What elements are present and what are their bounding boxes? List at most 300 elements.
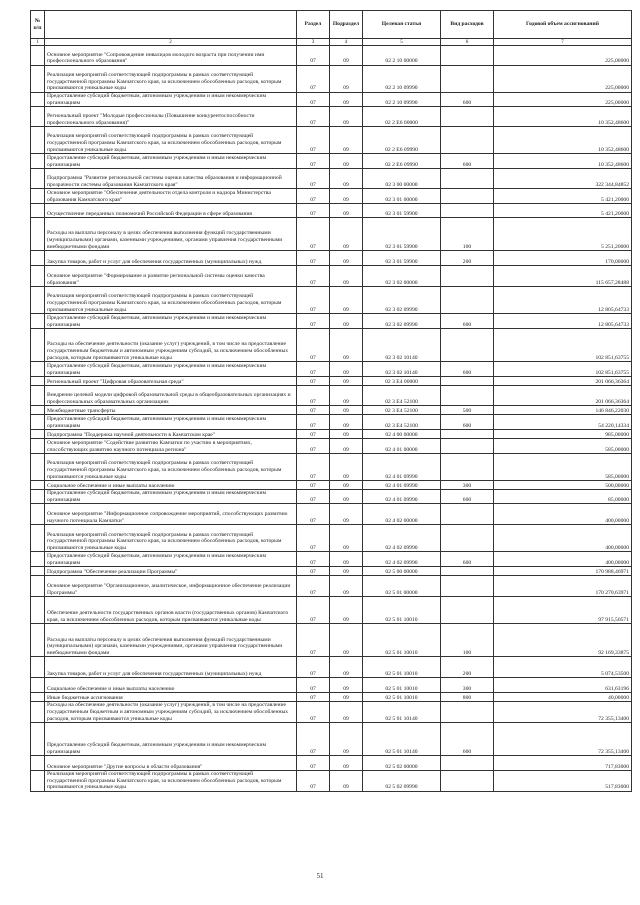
row-amount-cell: 115 657,28488 — [494, 266, 632, 287]
row-type-cell: 500 — [441, 406, 494, 415]
row-type-cell: 600 — [441, 723, 494, 756]
row-section-cell: 07 — [297, 287, 330, 314]
row-type-cell: 600 — [441, 490, 494, 504]
row-num-cell — [31, 406, 45, 415]
row-article-cell: 02 4 02 09990 — [363, 552, 441, 567]
row-subsection-cell: 09 — [330, 693, 363, 702]
row-type-cell: 600 — [441, 362, 494, 377]
row-article-cell: 02 5 01 10010 — [363, 693, 441, 702]
row-type-cell — [441, 127, 494, 154]
row-type-cell: 300 — [441, 678, 494, 693]
row-num-cell — [31, 169, 45, 189]
row-amount-cell: 5 251,20000 — [494, 218, 632, 251]
row-num-cell — [31, 46, 45, 66]
row-article-cell: 02 5 00 00000 — [363, 567, 441, 576]
table-row — [31, 702, 632, 723]
row-article-cell: 02 3 02 00000 — [363, 266, 441, 287]
row-num-cell — [31, 756, 45, 771]
row-type-cell — [441, 107, 494, 127]
row-subsection-cell: 09 — [330, 439, 363, 454]
row-section-cell: 07 — [297, 756, 330, 771]
row-type-cell: 600 — [441, 314, 494, 329]
table-row — [31, 771, 632, 792]
row-name-cell: Региональный проект "Молодые профессионалы (Повышение конкурентоспособности профессионального образования)" — [45, 107, 297, 127]
budget-sheet — [30, 10, 631, 792]
row-type-cell: 600 — [441, 552, 494, 567]
row-article-cell: 02 5 01 10140 — [363, 723, 441, 756]
row-type-cell: 600 — [441, 415, 494, 430]
row-type-cell: 800 — [441, 693, 494, 702]
table-row — [31, 406, 632, 415]
row-amount-cell: 585,00000 — [494, 454, 632, 481]
table-row — [31, 624, 632, 657]
table-row — [31, 107, 632, 127]
table-row — [31, 439, 632, 454]
row-type-cell — [441, 377, 494, 386]
row-section-cell: 07 — [297, 481, 330, 490]
row-subsection-cell: 09 — [330, 218, 363, 251]
row-num-cell — [31, 127, 45, 154]
row-subsection-cell: 09 — [330, 127, 363, 154]
row-section-cell: 07 — [297, 723, 330, 756]
row-section-cell: 07 — [297, 93, 330, 107]
row-amount-cell: 5 421,20000 — [494, 204, 632, 218]
row-section-cell: 07 — [297, 415, 330, 430]
row-name-cell: Основное мероприятие "Формирование и развитие региональной системы оценки качества образования" — [45, 266, 297, 287]
row-type-cell — [441, 525, 494, 552]
row-amount-cell: 10 352,48600 — [494, 107, 632, 127]
row-subsection-cell: 09 — [330, 287, 363, 314]
row-subsection-cell: 09 — [330, 756, 363, 771]
table-row — [31, 169, 632, 189]
row-amount-cell: 12 805,64733 — [494, 314, 632, 329]
row-section-cell: 07 — [297, 525, 330, 552]
row-name-cell: Предоставление субсидий бюджетным, автономным учреждениям и иным некоммерческим организациям — [45, 490, 297, 504]
row-subsection-cell: 09 — [330, 251, 363, 266]
row-section-cell: 07 — [297, 377, 330, 386]
row-amount-cell: 400,00000 — [494, 552, 632, 567]
row-subsection-cell: 09 — [330, 362, 363, 377]
row-amount-cell: 72 355,13400 — [494, 702, 632, 723]
table-row — [31, 576, 632, 597]
row-name-cell: Предоставление субсидий бюджетным, автономным учреждениям и иным некоммерческим организациям — [45, 552, 297, 567]
row-type-cell — [441, 439, 494, 454]
row-type-cell — [441, 771, 494, 792]
row-section-cell: 07 — [297, 107, 330, 127]
row-section-cell: 07 — [297, 552, 330, 567]
header-name — [45, 11, 297, 39]
table-row — [31, 362, 632, 377]
row-type-cell — [441, 287, 494, 314]
row-name-cell: Расходы на обеспечение деятельности (оказание услуг) учреждений, в том числе на предоставление государственным бюджетным и автономным учреждениям субсидий, за исключением обособленных расходов, которым присваиваются уникальные коды — [45, 702, 297, 723]
row-type-cell — [441, 504, 494, 525]
budget-table — [30, 10, 632, 792]
row-name-cell: Расходы на выплаты персоналу в целях обеспечения выполнения функций государственными (муниципальными) органами, казенными учреждениями, органами управления государственными внебюджетными фондами — [45, 624, 297, 657]
row-name-cell: Подпрограмма "Развитие региональной системы оценки качества образования и информационной прозрачности системы образования Камчатского края" — [45, 169, 297, 189]
row-num-cell — [31, 693, 45, 702]
row-subsection-cell: 09 — [330, 406, 363, 415]
row-name-cell: Реализация мероприятий соответствующей подпрограммы в рамках соответствующей государственной программы Камчатского края, за исключением обособленных расходов, которым присваиваются уникальные коды — [45, 127, 297, 154]
row-num-cell — [31, 490, 45, 504]
column-number-row — [31, 39, 632, 46]
row-subsection-cell: 09 — [330, 377, 363, 386]
row-amount-cell: 500,00000 — [494, 481, 632, 490]
row-article-cell: 02 5 01 10140 — [363, 702, 441, 723]
row-type-cell: 300 — [441, 481, 494, 490]
row-name-cell: Подпрограмма "Поддержка научной деятельности в Камчатском крае" — [45, 430, 297, 439]
row-amount-cell: 72 355,13400 — [494, 723, 632, 756]
column-number: 1 — [31, 39, 45, 46]
row-name-cell: Закупка товаров, работ и услуг для обеспечения государственных (муниципальных) нужд — [45, 251, 297, 266]
row-num-cell — [31, 329, 45, 362]
table-row — [31, 154, 632, 169]
row-type-cell — [441, 189, 494, 204]
row-amount-cell: 225,00000 — [494, 66, 632, 93]
row-section-cell: 07 — [297, 504, 330, 525]
row-article-cell: 02 3 E4 00000 — [363, 377, 441, 386]
row-section-cell: 07 — [297, 702, 330, 723]
row-section-cell: 07 — [297, 266, 330, 287]
row-article-cell: 02 5 02 00000 — [363, 756, 441, 771]
row-name-cell: Основное мероприятие "Обеспечение деятельности отдела контроля и надзора Министерства образования Камчатского края" — [45, 189, 297, 204]
row-section-cell: 07 — [297, 430, 330, 439]
row-subsection-cell: 09 — [330, 624, 363, 657]
row-article-cell: 02 3 00 00000 — [363, 169, 441, 189]
row-name-cell: Основное мероприятие "Содействие развитию Камчатки по участию в мероприятиях, способствующих развитию научного потенциала региона" — [45, 439, 297, 454]
row-section-cell: 07 — [297, 154, 330, 169]
table-row — [31, 218, 632, 251]
row-amount-cell: 631,63196 — [494, 678, 632, 693]
row-amount-cell: 170 988,46971 — [494, 567, 632, 576]
row-num-cell — [31, 454, 45, 481]
row-type-cell — [441, 430, 494, 439]
row-name-cell: Межбюджетные трансферты — [45, 406, 297, 415]
row-name-cell: Предоставление субсидий бюджетным, автономным учреждениям и иным некоммерческим организациям — [45, 723, 297, 756]
row-name-cell: Предоставление субсидий бюджетным, автономным учреждениям и иным некоммерческим организациям — [45, 154, 297, 169]
table-row — [31, 314, 632, 329]
row-article-cell: 02 3 01 59900 — [363, 204, 441, 218]
row-subsection-cell: 09 — [330, 567, 363, 576]
row-section-cell: 07 — [297, 386, 330, 406]
row-type-cell: 600 — [441, 93, 494, 107]
row-name-cell: Реализация мероприятий соответствующей подпрограммы в рамках соответствующей государственной программы Камчатского края, за исключением обособленных расходов, которым присваиваются уникальные коды — [45, 287, 297, 314]
row-section-cell: 07 — [297, 204, 330, 218]
row-subsection-cell: 09 — [330, 657, 363, 678]
row-subsection-cell: 09 — [330, 597, 363, 624]
header-subsection: Подраздел — [330, 11, 363, 39]
row-name-cell: Основное мероприятие "Организационное, аналитическое, информационное обеспечение реализации Программы" — [45, 576, 297, 597]
row-num-cell — [31, 218, 45, 251]
row-name-cell: Основное мероприятие "Другие вопросы в области образования" — [45, 756, 297, 771]
table-row — [31, 597, 632, 624]
row-num-cell — [31, 386, 45, 406]
row-num-cell — [31, 525, 45, 552]
row-section-cell: 07 — [297, 624, 330, 657]
row-num-cell — [31, 430, 45, 439]
row-num-cell — [31, 702, 45, 723]
row-subsection-cell: 09 — [330, 723, 363, 756]
row-type-cell: 200 — [441, 251, 494, 266]
table-row — [31, 377, 632, 386]
row-type-cell — [441, 66, 494, 93]
table-row — [31, 66, 632, 93]
row-amount-cell: 517,83000 — [494, 771, 632, 792]
row-section-cell: 07 — [297, 693, 330, 702]
table-row — [31, 189, 632, 204]
row-article-cell: 02 4 01 09990 — [363, 490, 441, 504]
row-amount-cell: 10 352,48600 — [494, 127, 632, 154]
row-article-cell: 02 5 02 09990 — [363, 771, 441, 792]
row-amount-cell: 54 220,14334 — [494, 415, 632, 430]
row-subsection-cell: 09 — [330, 169, 363, 189]
row-article-cell: 02 4 01 09990 — [363, 481, 441, 490]
row-num-cell — [31, 567, 45, 576]
row-amount-cell: 40,00000 — [494, 693, 632, 702]
row-num-cell — [31, 251, 45, 266]
row-section-cell: 07 — [297, 567, 330, 576]
row-subsection-cell: 09 — [330, 481, 363, 490]
row-subsection-cell: 09 — [330, 454, 363, 481]
row-type-cell — [441, 576, 494, 597]
row-type-cell — [441, 567, 494, 576]
row-name-cell: Социальное обеспечение и иные выплаты населению — [45, 481, 297, 490]
row-subsection-cell: 09 — [330, 266, 363, 287]
table-row — [31, 481, 632, 490]
row-article-cell: 02 2 10 09990 — [363, 93, 441, 107]
row-num-cell — [31, 66, 45, 93]
row-num-cell — [31, 504, 45, 525]
row-section-cell: 07 — [297, 46, 330, 66]
row-num-cell — [31, 154, 45, 169]
row-name-cell: Региональный проект "Цифровая образовательная среда" — [45, 377, 297, 386]
row-article-cell: 02 2 10 09990 — [363, 66, 441, 93]
header-section: Раздел — [297, 11, 330, 39]
row-name-cell: Обеспечение деятельности государственных органов власти (государственных органов) Камчатского края, за исключением обособленных расходов, которым присваиваются уникальные коды — [45, 597, 297, 624]
row-name-cell: Реализация мероприятий соответствующей подпрограммы в рамках соответствующей государственной программы Камчатского края, за исключением обособленных расходов, которым присваиваются уникальные коды — [45, 454, 297, 481]
row-amount-cell: 322 344,84852 — [494, 169, 632, 189]
row-section-cell: 07 — [297, 127, 330, 154]
row-article-cell: 02 2 E6 09990 — [363, 127, 441, 154]
row-article-cell: 02 3 01 59900 — [363, 218, 441, 251]
row-num-cell — [31, 266, 45, 287]
row-section-cell: 07 — [297, 597, 330, 624]
row-amount-cell: 201 066,36364 — [494, 377, 632, 386]
row-amount-cell: 5 074,53500 — [494, 657, 632, 678]
row-name-cell: Иные бюджетные ассигнования — [45, 693, 297, 702]
row-name-cell: Расходы на выплаты персоналу в целях обеспечения выполнения функций государственными (муниципальными) органами, казенными учреждениями, органами управления государственными внебюджетными фондами — [45, 218, 297, 251]
row-name-cell: Осуществление переданных полномочий Российской Федерации в сфере образования — [45, 204, 297, 218]
row-article-cell: 02 3 E4 52100 — [363, 406, 441, 415]
row-num-cell — [31, 657, 45, 678]
header-num: № п/п — [31, 11, 45, 39]
row-amount-cell: 92 169,33875 — [494, 624, 632, 657]
row-article-cell: 02 4 01 09990 — [363, 454, 441, 481]
header-amount: Годовой объем ассигнований — [494, 11, 632, 39]
row-num-cell — [31, 107, 45, 127]
page-number: 51 — [316, 872, 324, 880]
row-article-cell: 02 4 02 00000 — [363, 504, 441, 525]
row-article-cell: 02 2 E6 00000 — [363, 107, 441, 127]
row-subsection-cell: 09 — [330, 430, 363, 439]
table-row — [31, 329, 632, 362]
row-subsection-cell: 09 — [330, 66, 363, 93]
header-target-article: Целевая статья — [363, 11, 441, 39]
row-num-cell — [31, 576, 45, 597]
row-name-cell: Социальное обеспечение и иные выплаты населению — [45, 678, 297, 693]
row-amount-cell: 5 421,20000 — [494, 189, 632, 204]
row-num-cell — [31, 552, 45, 567]
table-row — [31, 490, 632, 504]
row-subsection-cell: 09 — [330, 189, 363, 204]
row-type-cell — [441, 46, 494, 66]
row-article-cell: 02 3 01 59900 — [363, 251, 441, 266]
row-subsection-cell: 09 — [330, 204, 363, 218]
row-article-cell: 02 3 E4 52100 — [363, 386, 441, 406]
row-type-cell — [441, 756, 494, 771]
row-subsection-cell: 09 — [330, 93, 363, 107]
row-num-cell — [31, 287, 45, 314]
row-name-cell: Предоставление субсидий бюджетным, автономным учреждениям и иным некоммерческим организациям — [45, 415, 297, 430]
row-type-cell: 200 — [441, 657, 494, 678]
row-type-cell — [441, 266, 494, 287]
table-row — [31, 504, 632, 525]
row-type-cell: 100 — [441, 218, 494, 251]
row-name-cell: Основное мероприятие "Информационное сопровождение мероприятий, способствующих развитию научного потенциала Камчатки" — [45, 504, 297, 525]
row-section-cell: 07 — [297, 329, 330, 362]
row-amount-cell: 225,00000 — [494, 46, 632, 66]
row-article-cell: 02 5 01 10010 — [363, 678, 441, 693]
row-num-cell — [31, 314, 45, 329]
row-name-cell: Предоставление субсидий бюджетным, автономным учреждениям и иным некоммерческим организациям — [45, 314, 297, 329]
row-name-cell: Реализация мероприятий соответствующей подпрограммы в рамках соответствующей государственной программы Камчатского края, за исключением обособленных расходов, которым присваиваются уникальные коды — [45, 525, 297, 552]
row-section-cell: 07 — [297, 576, 330, 597]
row-amount-cell: 170,00000 — [494, 251, 632, 266]
table-row — [31, 567, 632, 576]
row-amount-cell: 985,00000 — [494, 430, 632, 439]
row-subsection-cell: 09 — [330, 490, 363, 504]
row-num-cell — [31, 481, 45, 490]
table-row — [31, 552, 632, 567]
row-section-cell: 07 — [297, 189, 330, 204]
row-article-cell: 02 5 01 10010 — [363, 624, 441, 657]
row-subsection-cell: 09 — [330, 46, 363, 66]
table-row — [31, 454, 632, 481]
row-article-cell: 02 5 01 10010 — [363, 597, 441, 624]
column-number: 3 — [297, 39, 330, 46]
row-amount-cell: 102 851,63755 — [494, 329, 632, 362]
row-name-cell: Основное мероприятие "Сопровождение инвалидов молодого возраста при получении ими профессионального образования" — [45, 46, 297, 66]
row-subsection-cell: 09 — [330, 154, 363, 169]
row-section-cell: 07 — [297, 771, 330, 792]
row-amount-cell: 12 805,64733 — [494, 287, 632, 314]
column-number: 7 — [494, 39, 632, 46]
row-subsection-cell: 09 — [330, 525, 363, 552]
table-row — [31, 46, 632, 66]
row-subsection-cell: 09 — [330, 702, 363, 723]
row-num-cell — [31, 415, 45, 430]
row-section-cell: 07 — [297, 439, 330, 454]
row-amount-cell: 225,00000 — [494, 93, 632, 107]
row-article-cell: 02 3 01 00000 — [363, 189, 441, 204]
row-subsection-cell: 09 — [330, 386, 363, 406]
row-subsection-cell: 09 — [330, 314, 363, 329]
table-row — [31, 723, 632, 756]
row-article-cell: 02 4 00 00000 — [363, 430, 441, 439]
row-num-cell — [31, 189, 45, 204]
row-section-cell: 07 — [297, 66, 330, 93]
row-amount-cell: 400,00000 — [494, 504, 632, 525]
row-section-cell: 07 — [297, 678, 330, 693]
row-name-cell: Предоставление субсидий бюджетным, автономным учреждениям и иным некоммерческим организациям — [45, 362, 297, 377]
row-article-cell: 02 4 02 09990 — [363, 525, 441, 552]
column-number: 5 — [363, 39, 441, 46]
row-amount-cell: 400,00000 — [494, 525, 632, 552]
row-section-cell: 07 — [297, 454, 330, 481]
table-row — [31, 756, 632, 771]
header-expense-type: Вид расходов — [441, 11, 494, 39]
column-number: 2 — [45, 39, 297, 46]
row-section-cell: 07 — [297, 406, 330, 415]
row-article-cell: 02 3 02 10140 — [363, 329, 441, 362]
row-amount-cell: 10 352,48600 — [494, 154, 632, 169]
row-amount-cell: 146 846,22030 — [494, 406, 632, 415]
row-article-cell: 02 2 E6 09990 — [363, 154, 441, 169]
column-number: 4 — [330, 39, 363, 46]
row-article-cell: 02 4 01 00000 — [363, 439, 441, 454]
row-name-cell: Закупка товаров, работ и услуг для обеспечения государственных (муниципальных) нужд — [45, 657, 297, 678]
row-num-cell — [31, 204, 45, 218]
row-type-cell — [441, 329, 494, 362]
row-amount-cell: 97 915,50571 — [494, 597, 632, 624]
row-subsection-cell: 09 — [330, 504, 363, 525]
row-num-cell — [31, 771, 45, 792]
row-section-cell: 07 — [297, 169, 330, 189]
row-article-cell: 02 2 10 00000 — [363, 46, 441, 66]
row-num-cell — [31, 597, 45, 624]
table-row — [31, 525, 632, 552]
row-type-cell: 600 — [441, 154, 494, 169]
table-row — [31, 204, 632, 218]
table-row — [31, 430, 632, 439]
row-amount-cell: 717,83000 — [494, 756, 632, 771]
row-amount-cell: 102 851,63755 — [494, 362, 632, 377]
table-row — [31, 251, 632, 266]
row-subsection-cell: 09 — [330, 678, 363, 693]
row-section-cell: 07 — [297, 314, 330, 329]
table-row — [31, 93, 632, 107]
table-row — [31, 266, 632, 287]
table-row — [31, 386, 632, 406]
table-row — [31, 287, 632, 314]
row-article-cell: 02 3 02 09990 — [363, 314, 441, 329]
row-num-cell — [31, 93, 45, 107]
row-name-cell: Подпрограмма "Обеспечение реализации Программы" — [45, 567, 297, 576]
row-amount-cell: 85,00000 — [494, 490, 632, 504]
row-name-cell: Реализация мероприятий соответствующей подпрограммы в рамках соответствующей государственной программы Камчатского края, за исключением обособленных расходов, которым присваиваются уникальные коды — [45, 771, 297, 792]
row-type-cell — [441, 597, 494, 624]
row-amount-cell: 201 066,36364 — [494, 386, 632, 406]
row-section-cell: 07 — [297, 657, 330, 678]
row-article-cell: 02 5 01 10010 — [363, 657, 441, 678]
table-row — [31, 678, 632, 693]
row-num-cell — [31, 678, 45, 693]
table-row — [31, 415, 632, 430]
row-num-cell — [31, 362, 45, 377]
table-row — [31, 693, 632, 702]
row-num-cell — [31, 439, 45, 454]
row-subsection-cell: 09 — [330, 107, 363, 127]
row-name-cell: Внедрение целевой модели цифровой образовательной среды в общеобразовательных организациях и профессиональных образовательных организациях — [45, 386, 297, 406]
